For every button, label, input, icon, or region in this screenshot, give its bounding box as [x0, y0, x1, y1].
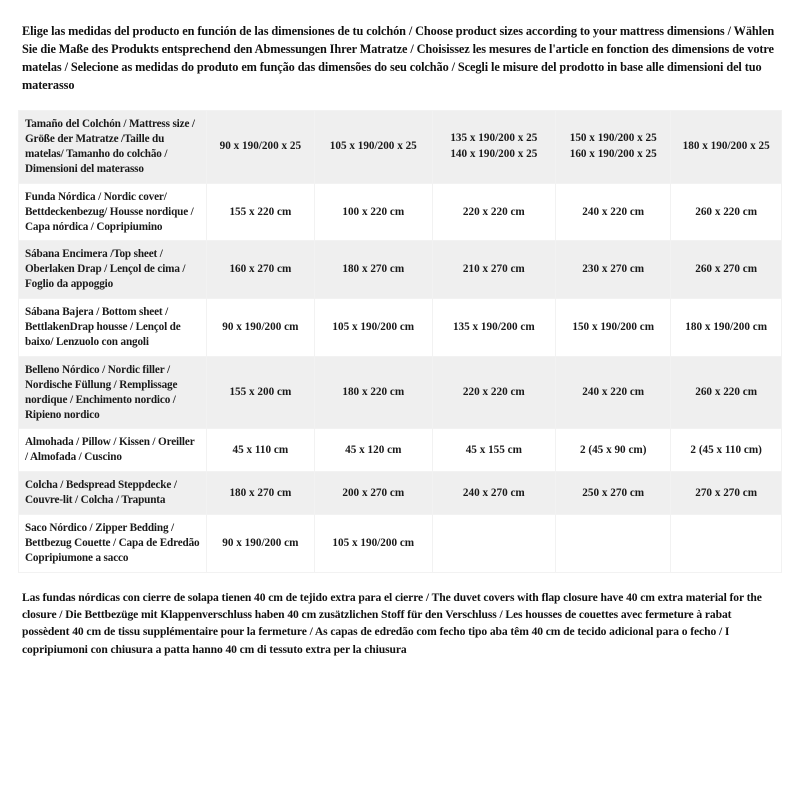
cell-value: 180 x 190/200 cm — [671, 299, 782, 357]
row-label: Belleno Nórdico / Nordic filler / Nordische Füllung / Remplissage nordique / Enchimento nordico / Ripieno nordico — [19, 356, 207, 429]
cell-value: 180 x 270 cm — [206, 472, 314, 515]
cell-value: 135 x 190/200 cm — [432, 299, 556, 357]
cell-value: 90 x 190/200 cm — [206, 299, 314, 357]
cell-value: 2 (45 x 90 cm) — [556, 429, 671, 472]
table-row — [19, 472, 782, 515]
table-row — [19, 241, 782, 299]
row-label: Tamaño del Colchón / Mattress size / Größe der Matratze /Taille du matelas/ Tamanho do colchão / Dimensioni del materasso — [19, 111, 207, 184]
cell-value: 160 x 270 cm — [206, 241, 314, 299]
cell-value: 240 x 220 cm — [556, 356, 671, 429]
cell-value: 100 x 220 cm — [315, 183, 433, 241]
cell-value — [432, 514, 556, 572]
cell-value: 105 x 190/200 cm — [315, 514, 433, 572]
table-row — [19, 356, 782, 429]
cell-value: 45 x 155 cm — [432, 429, 556, 472]
size-chart-table — [18, 110, 782, 572]
table-row — [19, 111, 782, 184]
cell-value: 210 x 270 cm — [432, 241, 556, 299]
cell-value: 90 x 190/200 cm — [206, 514, 314, 572]
footnote-paragraph: Las fundas nórdicas con cierre de solapa tienen 40 cm de tejido extra para el cierre / The duvet covers with flap closure have 40 cm extra material for the closure / Die Bettbezüge mit Klappenverschluss haben 40 cm zusätzlichen Stoff für den Verschluss / Les housses de couettes avec fermeture à rabat possèdent 40 cm de tissu supplémentaire pour la fermeture / As capas de edredão com fecho tipo aba têm 40 cm de tecido adicional para o fecho / I copripiumoni con chiusura a patta hanno 40 cm di tessuto extra per la chiusura — [22, 590, 762, 656]
table-row — [19, 514, 782, 572]
table-body — [19, 111, 782, 572]
cell-value: 230 x 270 cm — [556, 241, 671, 299]
intro-paragraph: Elige las medidas del producto en función de las dimensiones de tu colchón / Choose product sizes according to your mattress dimensions / Wählen Sie die Maße des Produkts entsprechend den Abmessungen Ihrer Matratze / Choisissez les mesures de l'article en fonction des dimensions de votre matelas / Selecione as medidas do produto em função das dimensões do seu colchão / Scegli le misure del prodotto in base alle dimensioni del tuo materasso — [22, 24, 775, 93]
cell-value: 270 x 270 cm — [671, 472, 782, 515]
row-label: Saco Nórdico / Zipper Bedding / Bettbezug Couette / Capa de Edredão Copripiumone a sacco — [19, 514, 207, 572]
cell-value: 105 x 190/200 x 25 — [315, 111, 433, 184]
cell-value: 260 x 270 cm — [671, 241, 782, 299]
cell-value: 45 x 120 cm — [315, 429, 433, 472]
cell-value: 220 x 220 cm — [432, 183, 556, 241]
table-row — [19, 429, 782, 472]
row-label: Sábana Bajera / Bottom sheet / BettlakenDrap housse / Lençol de baixo/ Lenzuolo con angoli — [19, 299, 207, 357]
cell-value: 260 x 220 cm — [671, 356, 782, 429]
cell-value: 155 x 200 cm — [206, 356, 314, 429]
cell-value: 260 x 220 cm — [671, 183, 782, 241]
cell-value: 180 x 270 cm — [315, 241, 433, 299]
row-label: Colcha / Bedspread Steppdecke / Couvre-lit / Colcha / Trapunta — [19, 472, 207, 515]
row-label: Sábana Encimera /Top sheet / Oberlaken Drap / Lençol de cima / Foglio da appoggio — [19, 241, 207, 299]
cell-value: 220 x 220 cm — [432, 356, 556, 429]
cell-value: 150 x 190/200 x 25 160 x 190/200 x 25 — [556, 111, 671, 184]
cell-value: 250 x 270 cm — [556, 472, 671, 515]
row-label: Funda Nórdica / Nordic cover/ Bettdeckenbezug/ Housse nordique / Capa nórdica / Copripiumino — [19, 183, 207, 241]
cell-value: 150 x 190/200 cm — [556, 299, 671, 357]
cell-value: 240 x 270 cm — [432, 472, 556, 515]
cell-value: 135 x 190/200 x 25 140 x 190/200 x 25 — [432, 111, 556, 184]
row-label: Almohada / Pillow / Kissen / Oreiller / Almofada / Cuscino — [19, 429, 207, 472]
cell-value — [671, 514, 782, 572]
cell-value: 240 x 220 cm — [556, 183, 671, 241]
cell-value: 45 x 110 cm — [206, 429, 314, 472]
cell-value: 105 x 190/200 cm — [315, 299, 433, 357]
cell-value: 2 (45 x 110 cm) — [671, 429, 782, 472]
cell-value: 180 x 190/200 x 25 — [671, 111, 782, 184]
cell-value: 200 x 270 cm — [315, 472, 433, 515]
table-row — [19, 183, 782, 241]
table-row — [19, 299, 782, 357]
cell-value — [556, 514, 671, 572]
cell-value: 180 x 220 cm — [315, 356, 433, 429]
cell-value: 155 x 220 cm — [206, 183, 314, 241]
cell-value: 90 x 190/200 x 25 — [206, 111, 314, 184]
